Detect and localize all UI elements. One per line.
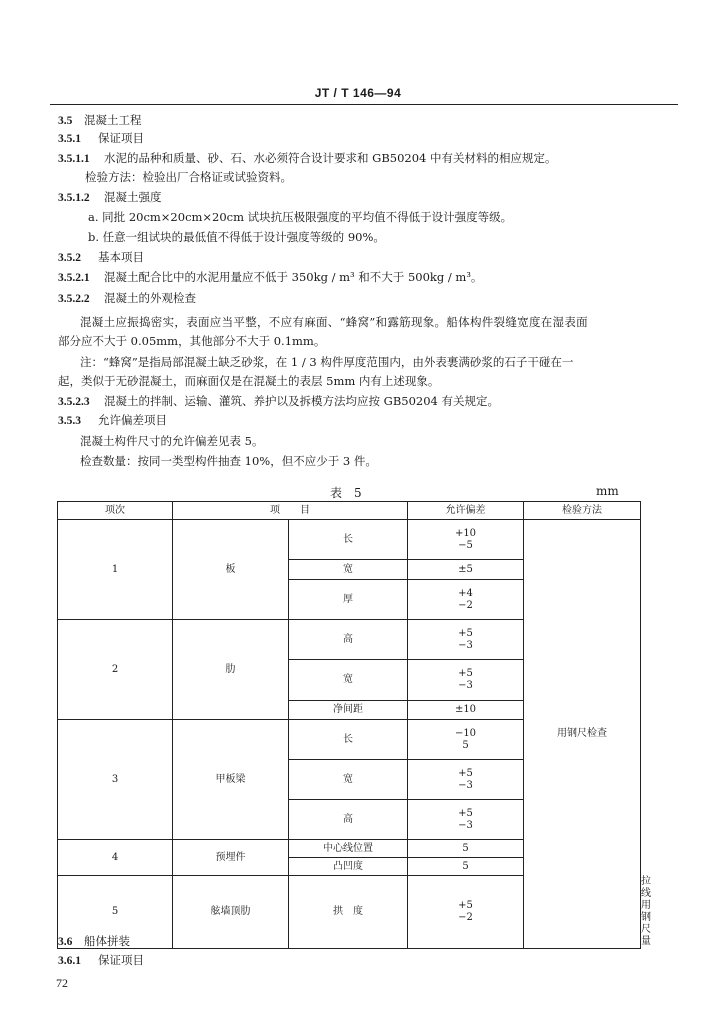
- line-text: 水泥的品种和质量、砂、石、水必须符合设计要求和 GB50204 中有关材料的相应规定。: [104, 151, 557, 165]
- table-caption: 表 5: [330, 486, 362, 500]
- line-text: 保证项目: [98, 953, 144, 967]
- component-name: 板: [173, 520, 289, 620]
- header-method: 检验方法: [524, 502, 641, 520]
- dimension-item: 净间距: [289, 701, 408, 720]
- table-header-row: [58, 502, 641, 520]
- deviation-value: −3: [458, 819, 473, 831]
- section-number: 3.5: [58, 115, 73, 127]
- header-item: 项 目: [173, 502, 408, 520]
- running-header: JT / T 146—94: [314, 86, 402, 100]
- deviation-value: −2: [458, 599, 473, 611]
- section-number: 3.5.1.2: [58, 192, 90, 204]
- deviation-table: [57, 501, 651, 949]
- body-line: [80, 454, 377, 468]
- deviation-value: +10: [454, 527, 477, 539]
- dimension-item: 拱 度: [289, 876, 408, 949]
- deviation-value: 5: [462, 739, 469, 751]
- allowed-deviation: [408, 800, 524, 840]
- body-line: [58, 270, 482, 285]
- section-number: 3.5.1: [58, 133, 81, 145]
- allowed-deviation: [408, 520, 524, 560]
- line-text: 检查数量：按同一类型构件抽查 10%，但不应少于 3 件。: [80, 454, 377, 468]
- section-number: 3.5.2.1: [58, 272, 90, 284]
- body-line: [58, 334, 325, 348]
- body-line: [58, 374, 439, 388]
- page-number: 72: [56, 976, 68, 990]
- footer-line: [58, 953, 144, 968]
- section-number: 3.5.2: [58, 252, 81, 264]
- allowed-deviation: [408, 720, 524, 760]
- deviation-value: −10: [454, 727, 477, 739]
- item-number: 4: [58, 840, 173, 876]
- item-number: 5: [58, 876, 173, 949]
- dimension-item: 宽: [289, 660, 408, 701]
- deviation-value: ±5: [458, 563, 473, 575]
- body-line: [58, 151, 557, 166]
- dimension-item: 宽: [289, 560, 408, 580]
- line-text: 起，类似于无砂混凝土，而麻面仅是在混凝土的表层 5mm 内有上述现象。: [58, 374, 440, 388]
- body-line: [58, 190, 162, 205]
- body-line: [80, 434, 263, 448]
- body-line: [80, 315, 588, 329]
- deviation-value: 5: [462, 842, 469, 854]
- section-number: 3.6.1: [58, 955, 81, 967]
- section-number: 3.5.2.2: [58, 293, 90, 305]
- component-name: 预埋件: [173, 840, 289, 876]
- section-number: 3.5.3: [58, 415, 81, 427]
- item-number: 2: [58, 620, 173, 720]
- dimension-item: 高: [289, 620, 408, 660]
- dimension-item: 中心线位置: [289, 840, 408, 858]
- line-text: 混凝土配合比中的水泥用量应不低于 350kg / m³ 和不大于 500kg / m³。: [104, 270, 483, 284]
- line-text: b. 任意一组试块的最低值不得低于设计强度等级的 90%。: [88, 230, 385, 244]
- body-line: [58, 291, 196, 306]
- dimension-item: 厚: [289, 580, 408, 620]
- deviation-value: +5: [458, 900, 473, 911]
- line-text: 保证项目: [98, 131, 144, 145]
- line-text: 允许偏差项目: [98, 413, 167, 427]
- body-line: [58, 250, 144, 265]
- allowed-deviation: [408, 701, 524, 720]
- deviation-value: +5: [458, 807, 473, 819]
- body-line: [88, 230, 385, 244]
- deviation-value: −2: [458, 912, 473, 923]
- dimension-item: 长: [289, 720, 408, 760]
- section-number: 3.5.1.1: [58, 153, 90, 165]
- body-line: [80, 355, 573, 369]
- section-number: 3.6: [58, 936, 73, 948]
- line-text: a. 同批 20cm×20cm×20cm 试块抗压极限强度的平均值不得低于设计强度等级。: [88, 210, 513, 224]
- item-number: 1: [58, 520, 173, 620]
- component-name: 舷墙顶肋: [173, 876, 289, 949]
- footer-line: [58, 934, 130, 949]
- deviation-value: −3: [458, 639, 473, 651]
- line-text: 混凝土工程: [84, 113, 142, 127]
- deviation-value: −5: [458, 539, 473, 551]
- deviation-value: +5: [458, 627, 473, 639]
- table-row: 5 舷墙顶肋 拱 度 +5 −2 拉线用钢尺量: [58, 876, 641, 949]
- body-line: [58, 394, 499, 409]
- component-name: 甲板梁: [173, 720, 289, 840]
- section-number: 3.5.2.3: [58, 396, 90, 408]
- allowed-deviation: [408, 858, 524, 876]
- body-line: [58, 413, 167, 428]
- dimension-item: 宽: [289, 760, 408, 800]
- allowed-deviation: [408, 840, 524, 858]
- deviation-value: 5: [462, 860, 469, 872]
- deviation-value: +5: [458, 767, 473, 779]
- deviation-value: −3: [458, 779, 473, 791]
- deviation-value: ±10: [454, 704, 477, 715]
- allowed-deviation: [408, 660, 524, 701]
- header-rule: [50, 104, 678, 105]
- line-text: 注：“蜂窝”是指局部混凝土缺乏砂浆，在 1 / 3 构件厚度范围内，由外表裹满砂浆的石子干碰在一: [80, 355, 574, 369]
- table-row: [58, 520, 641, 560]
- line-text: 混凝土强度: [104, 190, 162, 204]
- body-line: [85, 170, 292, 184]
- inspection-method: 用钢尺检查: [524, 520, 641, 949]
- table-unit: mm: [596, 484, 619, 498]
- deviation-value: +5: [458, 668, 473, 679]
- dimension-item: 高: [289, 800, 408, 840]
- dimension-item: 凸凹度: [289, 858, 408, 876]
- allowed-deviation: [408, 760, 524, 800]
- line-text: 基本项目: [98, 250, 144, 264]
- line-text: 检验方法：检验出厂合格证或试验资料。: [85, 170, 292, 184]
- deviation-value: +4: [458, 587, 473, 599]
- allowed-deviation: [408, 876, 524, 949]
- header-item-no: 项次: [58, 502, 173, 520]
- body-line: [58, 131, 144, 146]
- dimension-item: 长: [289, 520, 408, 560]
- line-text: 混凝土的外观检查: [104, 291, 196, 305]
- line-text: 混凝土构件尺寸的允许偏差见表 5。: [80, 434, 264, 448]
- body-line: [88, 210, 512, 224]
- body-line: [58, 113, 142, 128]
- item-number: 3: [58, 720, 173, 840]
- component-name: 肋: [173, 620, 289, 720]
- allowed-deviation: [408, 580, 524, 620]
- allowed-deviation: [408, 560, 524, 580]
- line-text: 船体拼装: [84, 934, 130, 948]
- line-text: 部分应不大于 0.05mm，其他部分不大于 0.1mm。: [58, 334, 326, 348]
- deviation-value: −3: [458, 680, 473, 691]
- line-text: 混凝土的拌制、运输、灌筑、养护以及拆模方法均应按 GB50204 有关规定。: [104, 394, 500, 408]
- header-deviation: 允许偏差: [408, 502, 524, 520]
- line-text: 混凝土应振捣密实，表面应当平整，不应有麻面、“蜂窝”和露筋现象。船体构件裂缝宽度在湿表面: [80, 315, 588, 329]
- allowed-deviation: [408, 620, 524, 660]
